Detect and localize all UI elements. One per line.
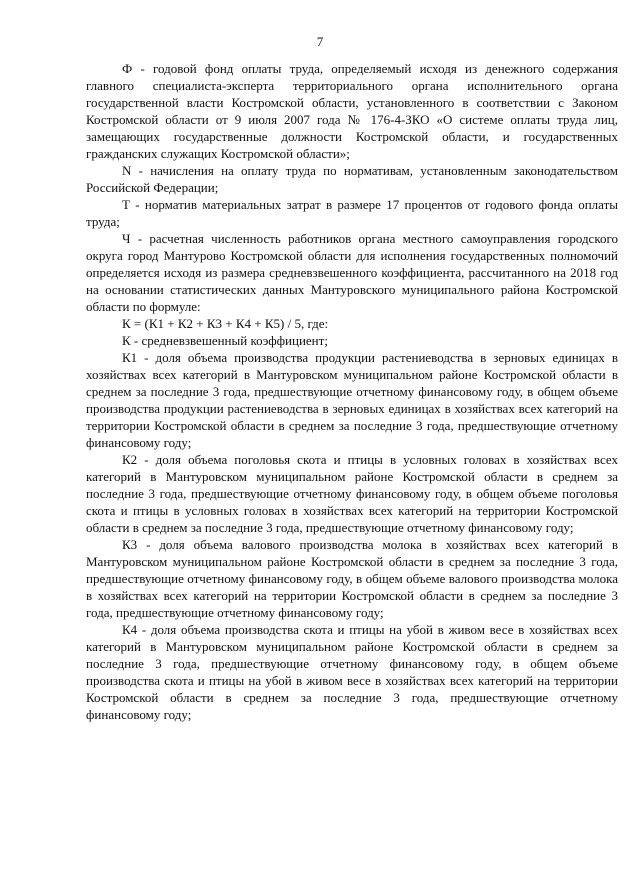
paragraph-k3-definition: К3 - доля объема валового производства молока в хозяйствах всех категорий в Мантуровском муниципальном районе Костромской области в среднем за последние 3 года, предшествующие отчетному финансовому году, в общем объеме валового производства молока в хозяйствах всех категорий на территории Костромской области в среднем за последние 3 года, предшествующие отчетному финансовому году; [86, 537, 618, 620]
paragraph-ch-definition: Ч - расчетная численность работников органа местного самоуправления городского округа город Мантурово Костромской области для исполнения государственных полномочий определяется исходя из размера средневзвешенного коэффициента, рассчитанного на 2018 год на основании статистических данных Мантуровского муниципального района Костромской области по формуле: [86, 231, 618, 314]
paragraph-f-definition: Ф - годовой фонд оплаты труда, определяемый исходя из денежного содержания главного специалиста-эксперта территориального органа исполнительного органа государственной власти Костромской области, установленного в соответствии с Законом Костромской области от 9 июля 2007 года № 176-4-ЗКО «О системе оплаты труда лиц, замещающих государственные должности Костромской области, и государственных гражданских служащих Костромской области»; [86, 61, 618, 161]
page-number: 7 [316, 34, 324, 49]
formula: К = (К1 + К2 + К3 + К4 + К5) / 5, где: [122, 316, 329, 331]
paragraph-k2-definition: К2 - доля объема поголовья скота и птицы в условных головах в хозяйствах всех категорий в Мантуровском муниципальном районе Костромской области в среднем за последние 3 года, предшествующие отчетному финансовому году, в общем объеме поголовья скота и птицы в условных головах в хозяйствах всех категорий на территории Костромской области в среднем за последние 3 года, предшествующие отчетному финансовому году; [86, 452, 618, 535]
document-body [86, 60, 618, 723]
paragraph-n-definition: N - начисления на оплату труда по нормативам, установленным законодательством Российской Федерации; [86, 163, 618, 195]
paragraph-k1-definition: К1 - доля объема производства продукции растениеводства в зерновых единицах в хозяйствах всех категорий в Мантуровском муниципальном районе Костромской области в среднем за последние 3 года, предшествующие отчетному финансовому году, в общем объеме производства продукции растениеводства в зерновых единицах в хозяйствах всех категорий на территории Костромской области в среднем за последние 3 года, предшествующие отчетному финансовому году; [86, 350, 618, 450]
paragraph-k4-definition: К4 - доля объема производства скота и птицы на убой в живом весе в хозяйствах всех категорий в Мантуровском муниципальном районе Костромской области в среднем за последние 3 года, предшествующие отчетному финансовому году, в общем объеме производства скота и птицы на убой в живом весе в хозяйствах всех категорий на территории Костромской области в среднем за последние 3 года, предшествующие отчетному финансовому году; [86, 622, 618, 722]
paragraph-t-definition: Т - норматив материальных затрат в размере 17 процентов от годового фонда оплаты труда; [86, 197, 618, 229]
paragraph-k-definition: К - средневзвешенный коэффициент; [122, 333, 328, 348]
